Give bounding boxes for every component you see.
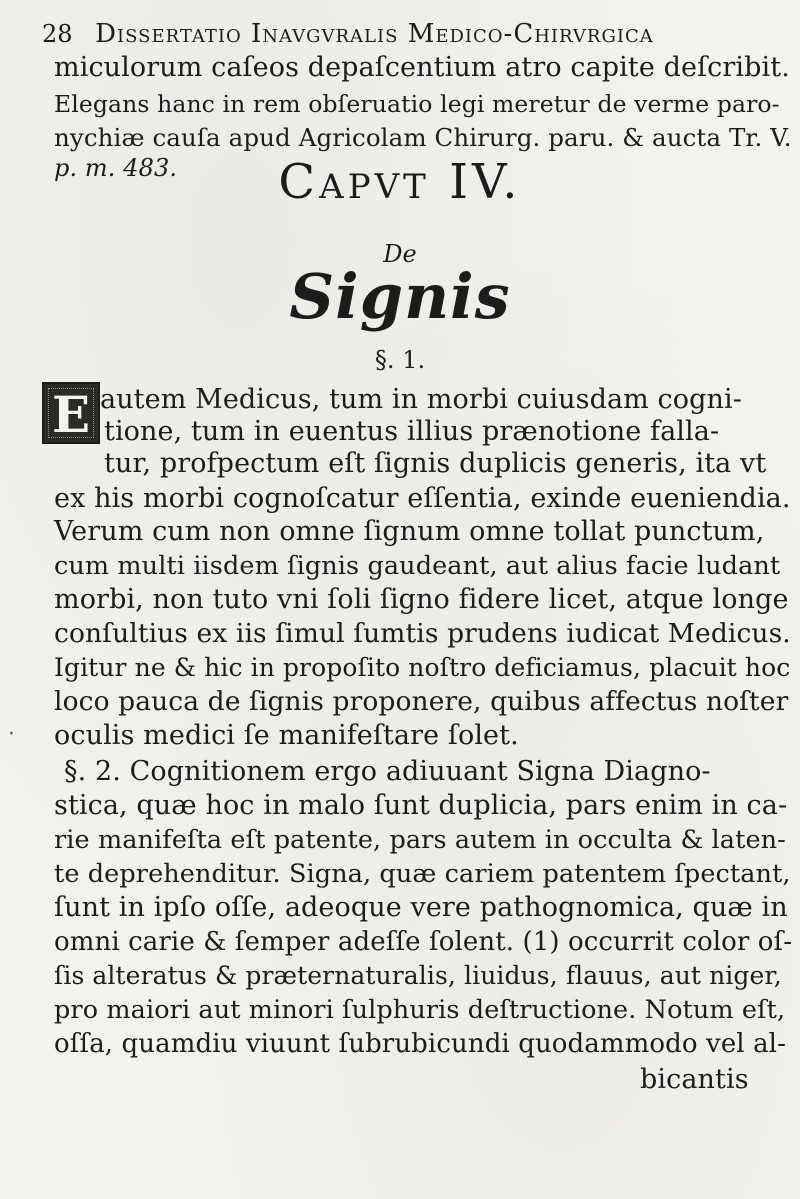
para1-line-4: ex his morbi cognoſcatur eſſentia, exinde eueniendia.	[54, 483, 791, 514]
catchword: bicantis	[640, 1064, 749, 1095]
para1-line-7: morbi, non tuto vni ſoli ſigno fidere licet, atque longe	[54, 584, 789, 615]
para1-line-2: tione, tum in euentus illius prænotione falla-	[104, 416, 720, 447]
margin-ink-mark: ·	[8, 722, 15, 747]
para1-line-6: cum multi iisdem ſignis gaudeant, aut alius facie ludant	[54, 551, 781, 581]
drop-cap: E	[42, 382, 100, 444]
para1-line-11: oculis medici ſe manifeſtare ſolet.	[54, 720, 519, 751]
para1-line-3: tur, profpectum eſt ſignis duplicis generis, ita vt	[104, 448, 767, 479]
chapter-de: De	[383, 240, 417, 268]
para2-line-4: te deprehenditur. Signa, quæ cariem patentem ſpectant,	[54, 859, 791, 889]
section-mark-1: §. 1.	[374, 346, 426, 374]
page-header	[42, 16, 792, 52]
intro-line-3: nychiæ cauſa apud Agricolam Chirurg. paru. & aucta Tr. V.	[54, 123, 792, 152]
para2-line-2: stica, quæ hoc in malo ſunt duplicia, pars enim in ca-	[54, 790, 788, 821]
para2-line-9: oſſa, quamdiu viuunt ſubrubicundi quodammodo vel al-	[54, 1029, 786, 1059]
para1-line-10: loco pauca de ſignis proponere, quibus affectus noſter	[54, 686, 789, 717]
para2-line-5: ſunt in ipſo oſſe, adeoque vere pathognomica, quæ in	[54, 892, 788, 923]
para1-line-5: Verum cum non omne ſignum omne tollat punctum,	[54, 516, 765, 547]
intro-line-2: Elegans hanc in rem obſeruatio legi meretur de verme paro-	[54, 90, 780, 118]
para2-line-6: omni carie & ſemper adeſſe ſolent. (1) occurrit color oſ-	[54, 927, 793, 957]
page-number: 28	[42, 20, 73, 48]
chapter-subject: Signis	[289, 260, 511, 333]
para1-line-8: conſultius ex iis ſimul ſumtis prudens iudicat Medicus.	[54, 618, 791, 649]
para2-line-7: ſis alteratus & præternaturalis, liuidus, flauus, aut niger,	[54, 961, 782, 990]
para1-line-9: Igitur ne & hic in propoſito noſtro deficiamus, placuit hoc	[54, 653, 791, 682]
para2-line-3: rie manifeſta eſt patente, pars autem in occulta & laten-	[54, 825, 786, 855]
para1-line-1: autem Medicus, tum in morbi cuiusdam cogni-	[100, 384, 742, 415]
chapter-title: Capvt IV.	[278, 154, 522, 210]
para2-line-1: §. 2. Cognitionem ergo adiuuant Signa Diagno-	[64, 756, 711, 787]
intro-line-4: p. m. 483.	[54, 154, 178, 182]
para2-line-8: pro maiori aut minori ſulphuris deſtructione. Notum eſt,	[54, 995, 786, 1025]
intro-line-1: miculorum caſeos depaſcentium atro capite deſcribit.	[54, 52, 790, 83]
running-head: Dissertatio Inavgvralis Medico-Chirvrgica	[95, 19, 654, 49]
